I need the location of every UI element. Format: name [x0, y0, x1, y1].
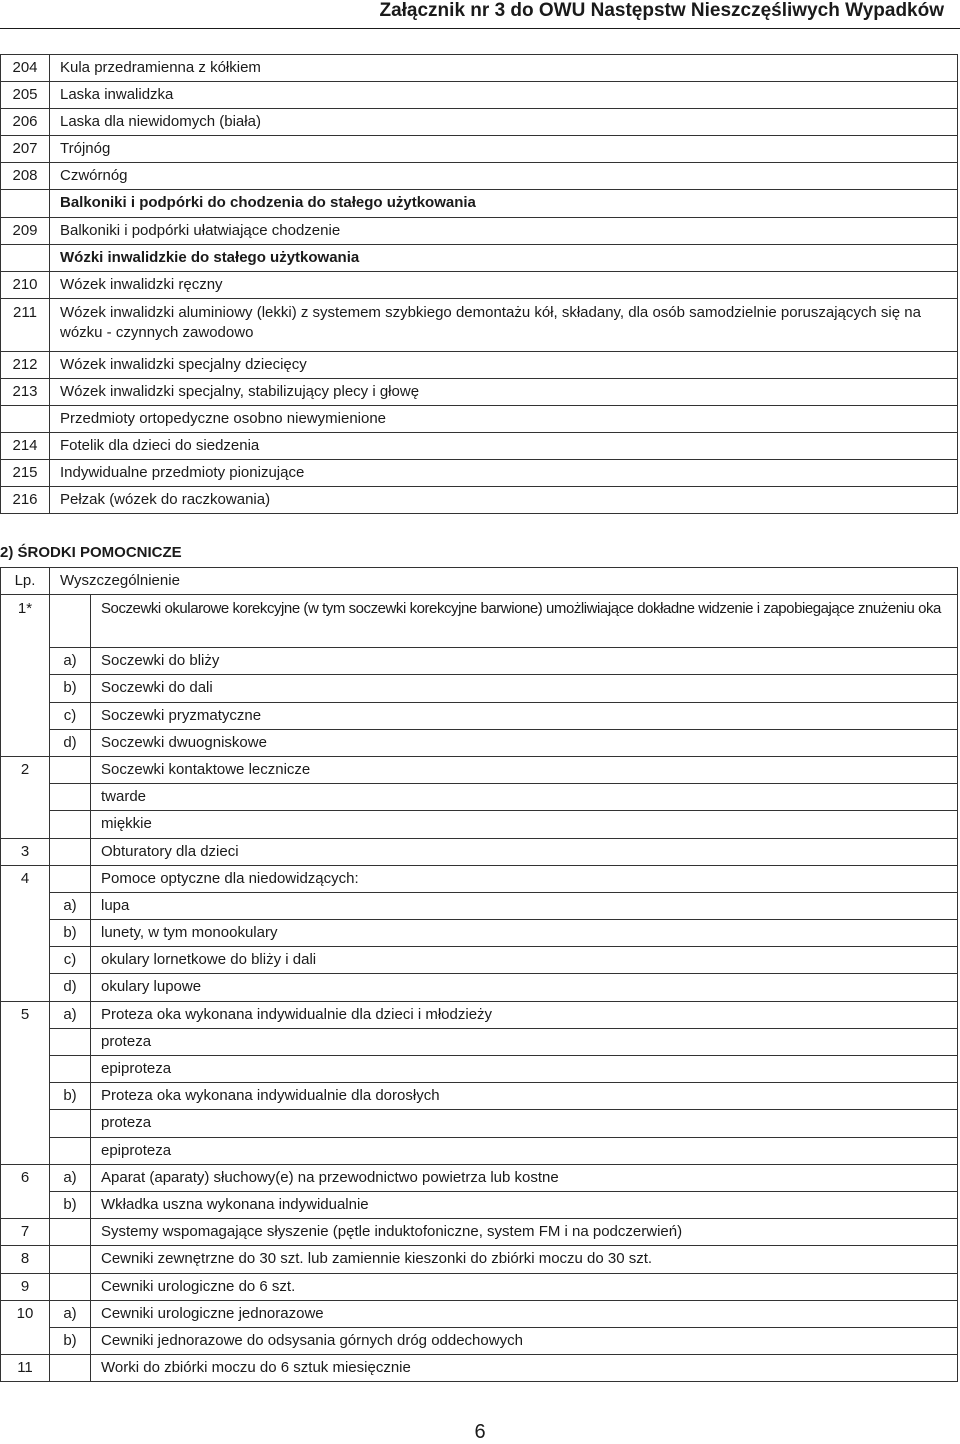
row-subitem: d) — [50, 729, 91, 756]
row-description: Balkoniki i podpórki do chodzenia do stałego użytkowania — [50, 190, 958, 217]
row-description: Soczewki do dali — [91, 675, 958, 702]
row-description: Laska inwalidzka — [50, 82, 958, 109]
row-subitem — [50, 1137, 91, 1164]
table-header-row — [1, 568, 958, 595]
row-lp: 2 — [1, 756, 50, 783]
table-row — [1, 920, 958, 947]
row-lp: 8 — [1, 1246, 50, 1273]
row-description: Wózek inwalidzki specjalny dziecięcy — [50, 351, 958, 378]
header-description: Wyszczególnienie — [50, 568, 958, 595]
row-lp — [1, 648, 50, 675]
row-description: Obturatory dla dzieci — [91, 838, 958, 865]
row-lp — [1, 702, 50, 729]
row-description: epiproteza — [91, 1056, 958, 1083]
row-number: 210 — [1, 271, 50, 298]
table-row — [1, 756, 958, 783]
row-subitem: c) — [50, 702, 91, 729]
table-row — [1, 1137, 958, 1164]
row-lp: 6 — [1, 1164, 50, 1191]
row-lp — [1, 1083, 50, 1110]
row-description: lunety, w tym monookulary — [91, 920, 958, 947]
row-subitem: a) — [50, 892, 91, 919]
header-lp: Lp. — [1, 568, 50, 595]
row-subitem: b) — [50, 1191, 91, 1218]
table-row — [1, 298, 958, 351]
row-lp — [1, 675, 50, 702]
table-row — [1, 1219, 958, 1246]
row-description: epiproteza — [91, 1137, 958, 1164]
row-number: 205 — [1, 82, 50, 109]
row-lp — [1, 1110, 50, 1137]
row-subitem: b) — [50, 1327, 91, 1354]
row-subitem — [50, 595, 91, 648]
row-description: Czwórnóg — [50, 163, 958, 190]
section-heading: 2) ŚRODKI POMOCNICZE — [0, 544, 182, 561]
row-subitem: b) — [50, 920, 91, 947]
row-lp — [1, 1191, 50, 1218]
aids-table-auxiliary — [0, 567, 958, 1382]
row-description: proteza — [91, 1028, 958, 1055]
table-row — [1, 1083, 958, 1110]
table-row — [1, 163, 958, 190]
row-lp: 10 — [1, 1300, 50, 1327]
row-subitem: b) — [50, 1083, 91, 1110]
table-row — [1, 784, 958, 811]
row-subitem — [50, 784, 91, 811]
table-row — [1, 244, 958, 271]
table-row — [1, 1001, 958, 1028]
row-subitem: a) — [50, 1300, 91, 1327]
table-row — [1, 974, 958, 1001]
row-number: 209 — [1, 217, 50, 244]
row-lp: 9 — [1, 1273, 50, 1300]
row-lp — [1, 811, 50, 838]
row-description: Wózek inwalidzki specjalny, stabilizujący plecy i głowę — [50, 378, 958, 405]
row-lp — [1, 784, 50, 811]
row-description: Soczewki do bliży — [91, 648, 958, 675]
row-description: Laska dla niewidomych (biała) — [50, 109, 958, 136]
row-description: lupa — [91, 892, 958, 919]
row-number: 206 — [1, 109, 50, 136]
row-number: 208 — [1, 163, 50, 190]
row-description: Wkładka uszna wykonana indywidualnie — [91, 1191, 958, 1218]
row-description: Soczewki okularowe korekcyjne (w tym soczewki korekcyjne barwione) umożliwiające dokładne widzenie i zapobiegające znużeniu oka — [91, 595, 958, 648]
row-subitem: b) — [50, 675, 91, 702]
table-row — [1, 217, 958, 244]
row-description: Soczewki kontaktowe lecznicze — [91, 756, 958, 783]
row-lp — [1, 1137, 50, 1164]
table-row — [1, 947, 958, 974]
row-description: Proteza oka wykonana indywidualnie dla dorosłych — [91, 1083, 958, 1110]
table-row — [1, 1327, 958, 1354]
row-subitem: a) — [50, 1164, 91, 1191]
page-title: Załącznik nr 3 do OWU Następstw Nieszczęśliwych Wypadków — [379, 0, 944, 21]
row-description: Kula przedramienna z kółkiem — [50, 55, 958, 82]
row-description: okulary lupowe — [91, 974, 958, 1001]
table-row — [1, 460, 958, 487]
row-lp: 5 — [1, 1001, 50, 1028]
table-row — [1, 1056, 958, 1083]
row-description: proteza — [91, 1110, 958, 1137]
row-subitem — [50, 1028, 91, 1055]
row-lp — [1, 1028, 50, 1055]
row-description: Cewniki urologiczne do 6 szt. — [91, 1273, 958, 1300]
row-lp — [1, 729, 50, 756]
row-lp — [1, 892, 50, 919]
row-description: Proteza oka wykonana indywidualnie dla dzieci i młodzieży — [91, 1001, 958, 1028]
table-row — [1, 136, 958, 163]
row-description: Systemy wspomagające słyszenie (pętle induktofoniczne, system FM i na podczerwień) — [91, 1219, 958, 1246]
row-description: Cewniki jednorazowe do odsysania górnych dróg oddechowych — [91, 1327, 958, 1354]
title-rule — [0, 28, 960, 29]
row-description: Przedmioty ortopedyczne osobno niewymienione — [50, 406, 958, 433]
table-row — [1, 729, 958, 756]
table-row — [1, 351, 958, 378]
row-subitem: c) — [50, 947, 91, 974]
row-description: Wózki inwalidzkie do stałego użytkowania — [50, 244, 958, 271]
row-description: Wózek inwalidzki ręczny — [50, 271, 958, 298]
row-subitem — [50, 1246, 91, 1273]
table-row — [1, 1028, 958, 1055]
row-subitem — [50, 1219, 91, 1246]
row-number: 204 — [1, 55, 50, 82]
row-description: Cewniki urologiczne jednorazowe — [91, 1300, 958, 1327]
row-subitem — [50, 1056, 91, 1083]
table-row — [1, 702, 958, 729]
table-row — [1, 838, 958, 865]
table-row — [1, 55, 958, 82]
table-row — [1, 109, 958, 136]
aids-table-orthopedic — [0, 54, 958, 514]
row-subitem — [50, 811, 91, 838]
row-description: Pomoce optyczne dla niedowidzących: — [91, 865, 958, 892]
row-number — [1, 244, 50, 271]
row-number: 214 — [1, 433, 50, 460]
row-number: 207 — [1, 136, 50, 163]
row-description: Aparat (aparaty) słuchowy(e) na przewodnictwo powietrza lub kostne — [91, 1164, 958, 1191]
row-description: Soczewki pryzmatyczne — [91, 702, 958, 729]
table-row — [1, 1273, 958, 1300]
table-row — [1, 433, 958, 460]
row-lp — [1, 974, 50, 1001]
table-row — [1, 190, 958, 217]
row-number: 211 — [1, 298, 50, 351]
row-number — [1, 406, 50, 433]
table-row — [1, 811, 958, 838]
row-subitem — [50, 1355, 91, 1382]
row-subitem: d) — [50, 974, 91, 1001]
row-subitem — [50, 838, 91, 865]
table-row — [1, 1164, 958, 1191]
table-row — [1, 1355, 958, 1382]
table-row — [1, 82, 958, 109]
row-number: 215 — [1, 460, 50, 487]
row-number: 216 — [1, 487, 50, 514]
row-description: Soczewki dwuogniskowe — [91, 729, 958, 756]
row-lp — [1, 920, 50, 947]
row-subitem — [50, 756, 91, 783]
table-row — [1, 648, 958, 675]
row-subitem: a) — [50, 648, 91, 675]
row-description: Indywidualne przedmioty pionizujące — [50, 460, 958, 487]
row-lp — [1, 1327, 50, 1354]
row-number: 212 — [1, 351, 50, 378]
row-description: Balkoniki i podpórki ułatwiające chodzenie — [50, 217, 958, 244]
table-row — [1, 892, 958, 919]
row-number: 213 — [1, 378, 50, 405]
row-description: Cewniki zewnętrzne do 30 szt. lub zamiennie kieszonki do zbiórki moczu do 30 szt. — [91, 1246, 958, 1273]
row-description: Trójnóg — [50, 136, 958, 163]
row-subitem — [50, 865, 91, 892]
row-description: okulary lornetkowe do bliży i dali — [91, 947, 958, 974]
table-row — [1, 865, 958, 892]
row-lp: 4 — [1, 865, 50, 892]
row-lp — [1, 947, 50, 974]
row-description: Worki do zbiórki moczu do 6 sztuk miesięcznie — [91, 1355, 958, 1382]
row-description: twarde — [91, 784, 958, 811]
row-lp: 3 — [1, 838, 50, 865]
table-row — [1, 1246, 958, 1273]
row-number — [1, 190, 50, 217]
table-row — [1, 1191, 958, 1218]
table-row — [1, 406, 958, 433]
table-row — [1, 595, 958, 648]
row-subitem: a) — [50, 1001, 91, 1028]
table-row — [1, 271, 958, 298]
row-description: Wózek inwalidzki aluminiowy (lekki) z systemem szybkiego demontażu kół, składany, dla osób samodzielnie poruszających się na wózku - czynnych zawodowo — [50, 298, 958, 351]
row-subitem — [50, 1110, 91, 1137]
row-lp — [1, 1056, 50, 1083]
table-row — [1, 1300, 958, 1327]
table-row — [1, 378, 958, 405]
row-description: Fotelik dla dzieci do siedzenia — [50, 433, 958, 460]
row-description: Pełzak (wózek do raczkowania) — [50, 487, 958, 514]
row-lp: 1* — [1, 595, 50, 648]
table-row — [1, 487, 958, 514]
row-subitem — [50, 1273, 91, 1300]
row-description: miękkie — [91, 811, 958, 838]
row-lp: 7 — [1, 1219, 50, 1246]
row-lp: 11 — [1, 1355, 50, 1382]
table-row — [1, 675, 958, 702]
page-number: 6 — [474, 1421, 486, 1443]
table-row — [1, 1110, 958, 1137]
